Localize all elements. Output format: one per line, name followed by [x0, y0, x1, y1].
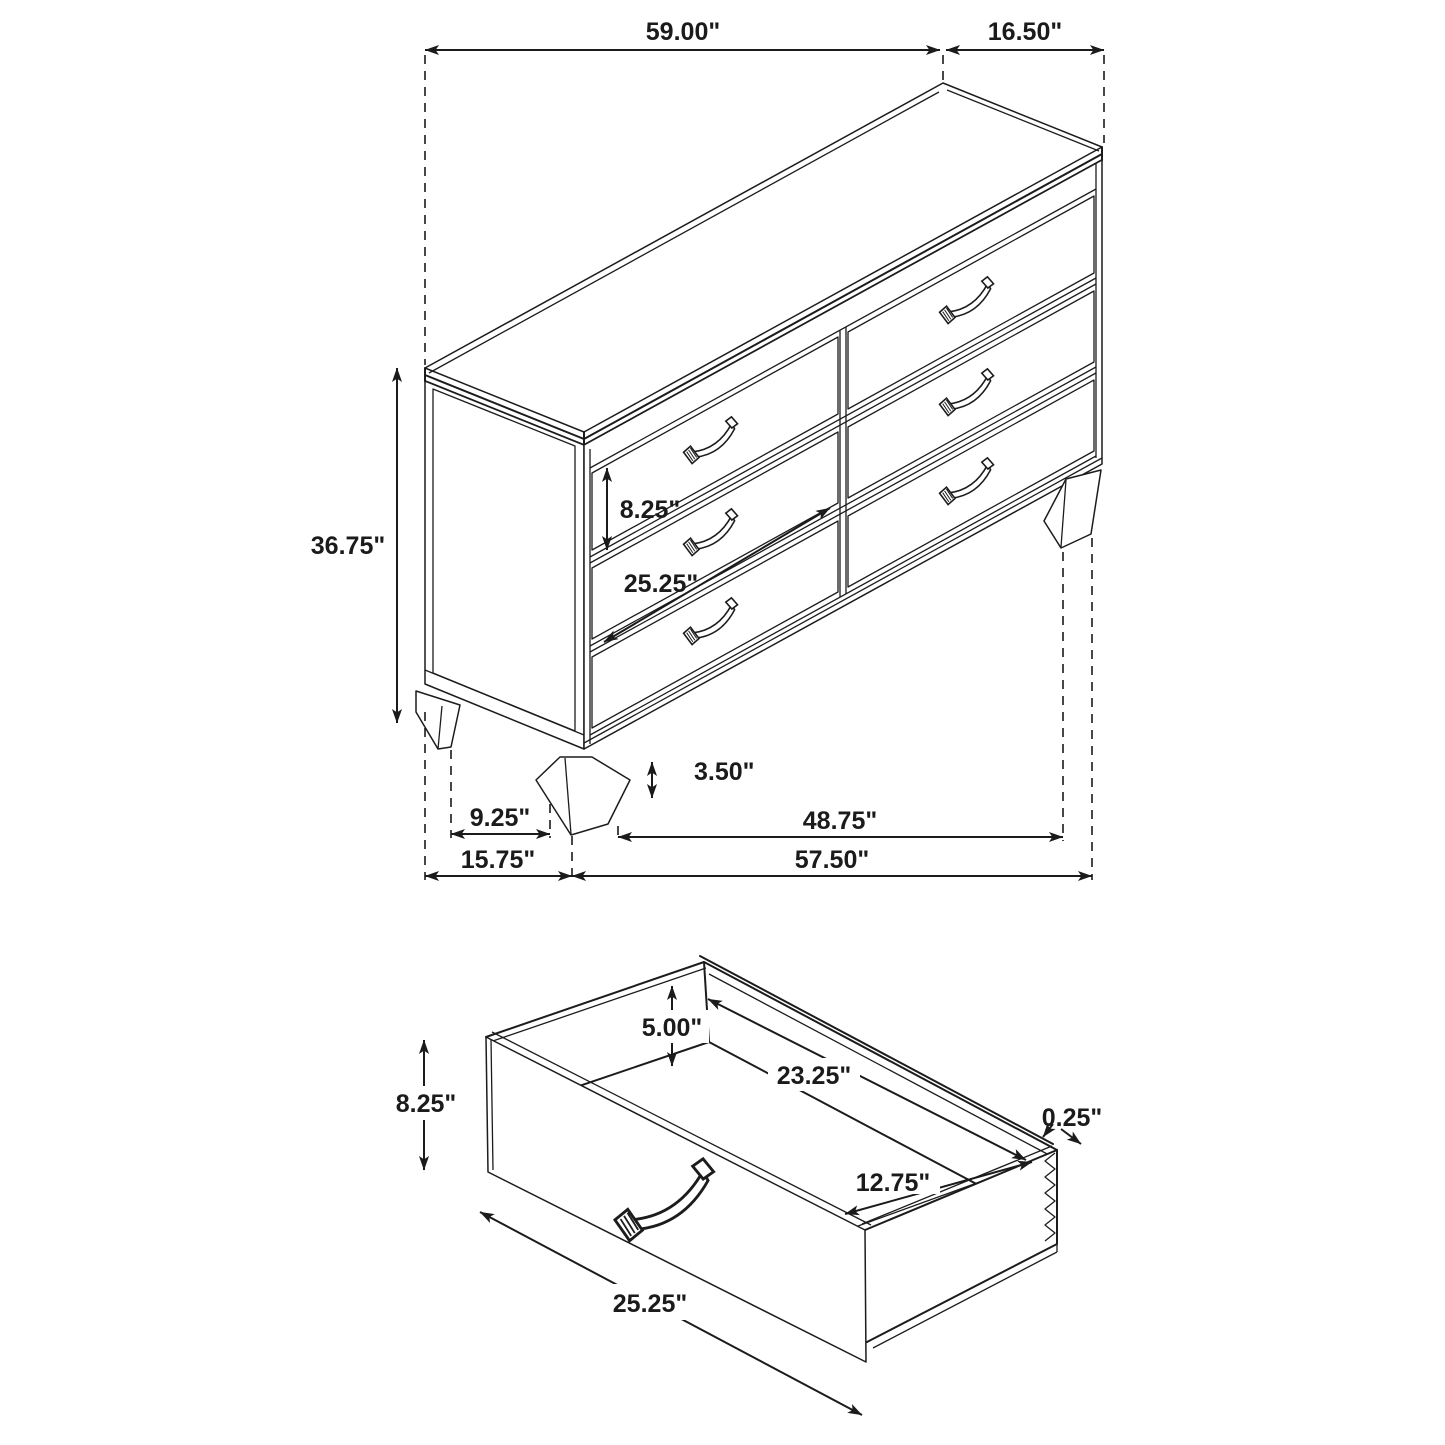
dim-base-width	[572, 846, 1092, 876]
dim-top-width	[425, 18, 940, 50]
dim-label-front-feet-spacing: 48.75"	[802, 807, 878, 835]
dim-label-drawer-inner-height: 5.00"	[641, 1014, 703, 1042]
dim-foot-height	[652, 758, 755, 798]
dim-label-drawer-inner-width: 23.25"	[776, 1062, 852, 1090]
dim-label-drawer-front-height: 8.25"	[395, 1090, 457, 1118]
dim-label-foot-height: 3.50"	[694, 758, 755, 786]
dim-label-drawer-face-height: 8.25"	[619, 496, 681, 524]
dim-label-drawer-panel-thickness: 0.25"	[1041, 1104, 1103, 1132]
dim-label-height: 36.75"	[310, 532, 386, 560]
dim-label-drawer-front-width: 25.25"	[612, 1290, 688, 1318]
dim-drawer-inner-depth	[845, 1162, 1032, 1214]
dim-base-depth	[425, 846, 572, 876]
drawer-bottom-slab-edge	[873, 1244, 1057, 1348]
dim-drawer-front-height	[388, 1040, 464, 1170]
dim-label-top-width: 59.00"	[645, 18, 721, 46]
dim-front-feet-spacing	[618, 807, 1063, 837]
dresser-isometric-view	[416, 83, 1102, 835]
dim-label-top-depth: 16.50"	[987, 18, 1063, 46]
dim-label-feet-side-spacing: 9.25"	[469, 804, 531, 832]
dim-top-depth	[946, 18, 1104, 50]
dim-label-drawer-inner-depth: 12.75"	[855, 1169, 931, 1197]
dim-drawer-inner-width	[708, 999, 1026, 1160]
dresser-side-panel	[425, 381, 584, 749]
dovetail-joint	[1045, 1153, 1055, 1241]
dim-feet-side-spacing	[451, 804, 550, 834]
drawer-isometric-view	[486, 956, 1057, 1362]
dim-label-base-width: 57.50"	[794, 846, 870, 874]
foot-rear-left	[416, 691, 460, 749]
dim-drawer-panel-thickness	[1042, 1104, 1103, 1144]
dim-label-drawer-face-width: 25.25"	[623, 570, 699, 598]
extension-line	[1063, 538, 1092, 880]
dim-height	[311, 368, 397, 723]
dim-drawer-inner-height	[635, 986, 709, 1066]
dim-label-base-depth: 15.75"	[460, 846, 536, 874]
